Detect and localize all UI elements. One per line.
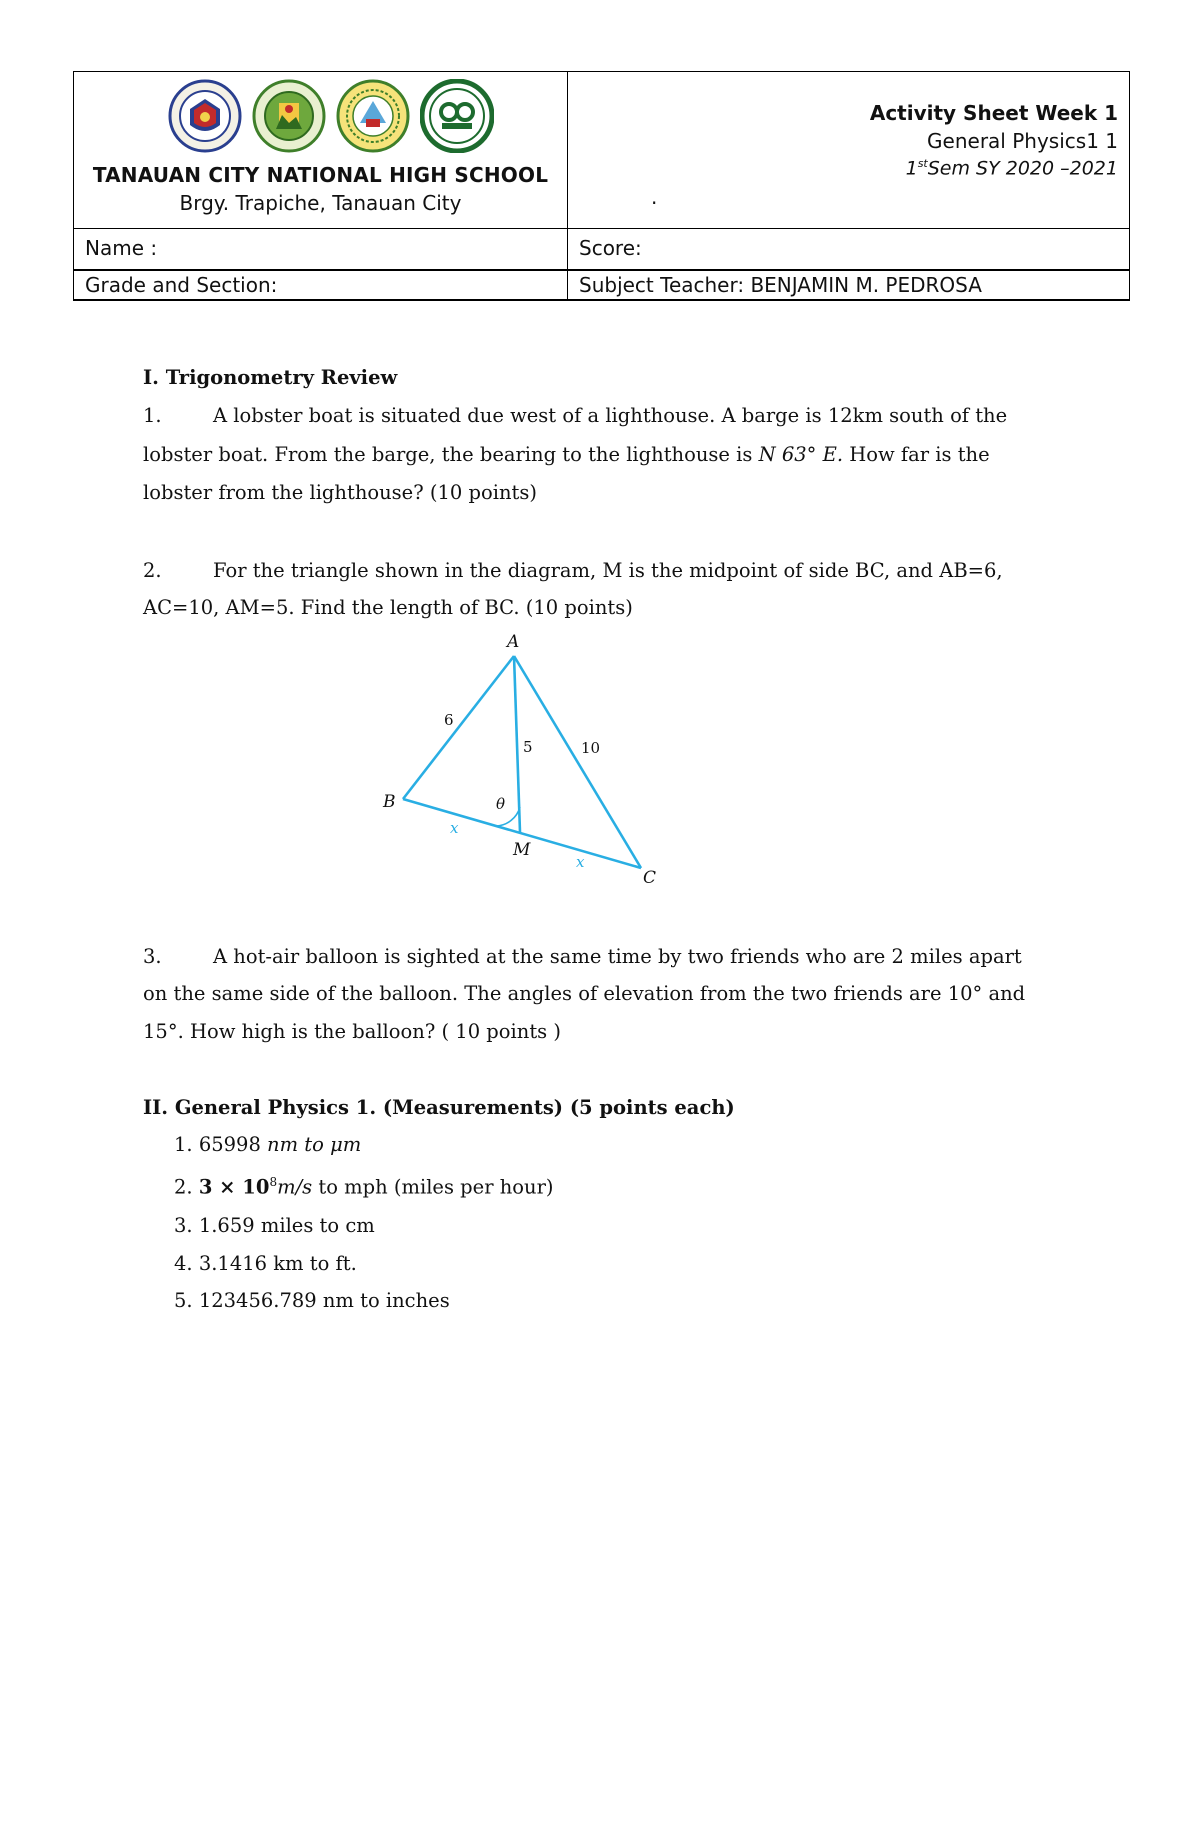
school-name: TANAUAN CITY NATIONAL HIGH SCHOOL	[92, 163, 549, 187]
label-ac: 10	[581, 739, 601, 757]
q1-line-3: lobster from the lighthouse? (10 points)	[143, 481, 537, 504]
vertex-c: C	[643, 868, 657, 888]
deped-seal-icon	[168, 79, 242, 153]
header-table	[73, 71, 1130, 301]
logo-row	[168, 79, 488, 155]
q3-line-1: A hot-air balloon is sighted at the same time by two friends who are 2 miles apart	[213, 945, 1022, 968]
grade-section-label: Grade and Section:	[85, 273, 278, 297]
subject-label: General Physics1 1	[927, 129, 1118, 153]
activity-title: Activity Sheet Week 1	[869, 101, 1118, 125]
angle-theta: θ	[496, 795, 506, 813]
vertex-a: A	[507, 632, 520, 652]
name-label: Name :	[85, 236, 158, 260]
q3-line-3: 15°. How high is the balloon? ( 10 points )	[143, 1020, 561, 1043]
q2-line-1: For the triangle shown in the diagram, M is the midpoint of side BC, and AB=6,	[213, 559, 1003, 582]
vertex-b: B	[383, 792, 396, 812]
median-am	[514, 656, 520, 832]
measure-item-2: 2. $3 \times 10^8m/s$ to mph (miles per hour)	[174, 1175, 554, 1199]
q1-line-2: lobster boat. From the barge, the bearing to the lighthouse is N 63° E. How far is the	[143, 443, 990, 466]
measure-item-4: 4. 3.1416 km to ft.	[174, 1252, 357, 1275]
school-address: Brgy. Trapiche, Tanauan City	[179, 191, 462, 215]
q2-number: 2.	[143, 559, 162, 582]
q1-number: 1.	[143, 404, 162, 427]
semester-label: 1stSem SY 2020 –2021	[905, 157, 1118, 180]
school-seal-icon	[420, 79, 494, 153]
city-seal-icon	[336, 79, 410, 153]
q3-line-2: on the same side of the balloon. The angles of elevation from the two friends are 10° and	[143, 982, 1026, 1005]
subject-teacher-label: Subject Teacher: BENJAMIN M. PEDROSA	[579, 273, 982, 297]
measure-item-3: 3. 1.659 miles to cm	[174, 1214, 375, 1237]
division-seal-icon	[252, 79, 326, 153]
q3-number: 3.	[143, 945, 162, 968]
measure-item-5: 5. 123456.789 nm to inches	[174, 1289, 450, 1312]
section-1-title: I. Trigonometry Review	[143, 366, 398, 389]
label-mc-x: x	[576, 853, 585, 871]
q1-line-1: A lobster boat is situated due west of a lighthouse. A barge is 12km south of the	[213, 404, 1008, 427]
label-ab: 6	[444, 711, 454, 729]
measure-item-1: 1. 65998 nm to μm	[174, 1133, 362, 1156]
triangle-diagram	[370, 625, 670, 895]
label-bm-x: x	[450, 819, 459, 837]
side-ab	[403, 656, 514, 799]
score-label: Score:	[579, 236, 642, 260]
label-am: 5	[523, 738, 533, 756]
q2-line-2: AC=10, AM=5. Find the length of BC. (10 points)	[143, 596, 633, 619]
section-2-title: II. General Physics 1. (Measurements) (5 points each)	[143, 1096, 735, 1119]
score-cell	[567, 228, 1130, 270]
vertex-m: M	[513, 840, 531, 860]
dot-mark: .	[651, 185, 658, 209]
